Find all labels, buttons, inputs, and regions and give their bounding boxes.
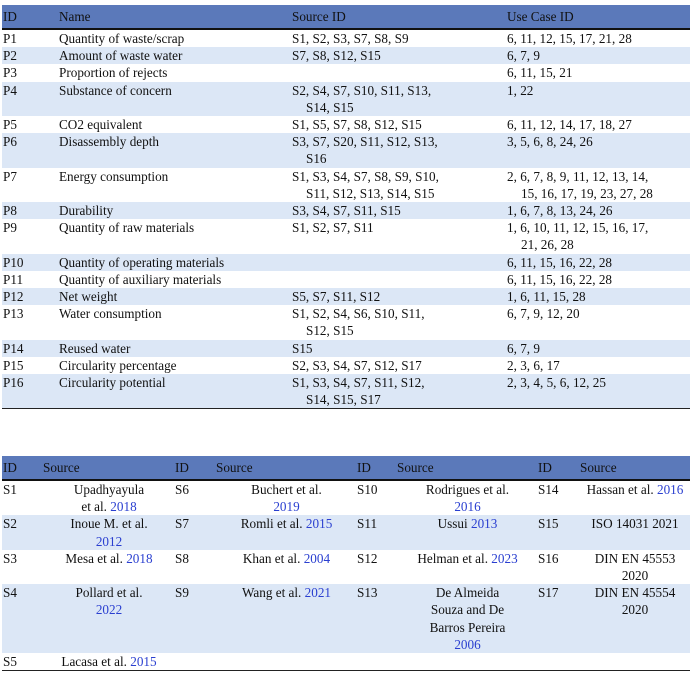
citation-author: Ussui	[437, 516, 468, 532]
param-id-line: P1	[3, 31, 17, 46]
citation-year-link[interactable]: 2004	[303, 550, 331, 566]
source-id: S5	[2, 653, 43, 671]
use-case-ids	[507, 116, 690, 133]
source-citation	[216, 550, 357, 584]
param-id	[2, 340, 59, 357]
source-citation	[43, 515, 175, 549]
header-id: ID	[357, 456, 397, 480]
citation-year-link[interactable]: 2015	[130, 654, 157, 670]
use-case-ids-line: 1, 22	[507, 82, 534, 98]
source-citation	[216, 515, 357, 549]
source-ids	[292, 374, 507, 409]
source-ids	[292, 340, 507, 357]
header-source: Source	[216, 456, 357, 480]
citation-author: Khan et al.	[242, 550, 301, 566]
source-ids	[292, 254, 507, 271]
param-name	[59, 254, 292, 271]
citation-author-line	[580, 601, 690, 618]
param-id-line: P16	[3, 375, 24, 391]
citation-author: Pollard et al.	[75, 585, 143, 601]
param-name	[59, 82, 292, 116]
param-id-line: P11	[3, 271, 24, 287]
source-ids-line: S1, S2, S4, S6, S10, S11,	[292, 306, 425, 322]
table-row	[2, 653, 690, 671]
table-row	[2, 82, 690, 116]
citation-author-line	[580, 567, 690, 584]
source-ids	[292, 29, 507, 47]
table-row	[2, 357, 690, 374]
use-case-ids-line: 6, 7, 9, 12, 20	[507, 306, 580, 322]
param-name-line: Quantity of waste/scrap	[59, 31, 185, 46]
source-ids	[292, 133, 507, 167]
citation-author-line	[216, 515, 357, 532]
param-id	[2, 116, 59, 133]
param-name	[59, 357, 292, 374]
citation-author-line	[397, 550, 538, 567]
citation-author: 2020	[621, 602, 649, 618]
param-id	[2, 305, 59, 339]
source-id: S3	[2, 550, 43, 584]
use-case-ids-line: 21, 26, 28	[521, 237, 574, 253]
citation-year-link[interactable]: 2006	[454, 636, 481, 652]
use-case-ids	[507, 47, 690, 64]
source-ids	[292, 82, 507, 116]
citation-year-link[interactable]: 2013	[470, 516, 498, 532]
table-row	[2, 480, 690, 515]
citation-author-line	[43, 653, 175, 670]
param-id	[2, 82, 59, 116]
table-row	[2, 584, 690, 653]
param-name	[59, 374, 292, 409]
source-citation	[216, 480, 357, 515]
use-case-ids-line: 2, 6, 7, 8, 9, 11, 12, 13, 14,	[507, 168, 649, 184]
param-id	[2, 29, 59, 47]
source-id: S14	[538, 480, 580, 515]
source-id: S10	[357, 480, 397, 515]
param-name-line: CO2 equivalent	[59, 117, 143, 133]
citation-author-line	[43, 584, 175, 601]
param-name-line: Circularity percentage	[59, 357, 177, 373]
source-ids-line: S5, S7, S11, S12	[292, 289, 381, 305]
source-ids	[292, 357, 507, 374]
param-id-line: P8	[3, 203, 17, 219]
use-case-ids	[507, 254, 690, 271]
source-ids-line: S1, S5, S7, S8, S12, S15	[292, 117, 422, 133]
use-case-ids	[507, 133, 690, 167]
source-id	[175, 653, 216, 671]
citation-author: Souza and De	[430, 602, 505, 618]
source-citation	[580, 653, 690, 671]
source-id: S13	[357, 584, 397, 653]
source-ids-line: S2, S4, S7, S10, S11, S13,	[292, 82, 432, 98]
param-name-line: Quantity of auxiliary materials	[59, 271, 222, 287]
use-case-ids-line: 1, 6, 10, 11, 12, 15, 16, 17,	[507, 220, 649, 236]
param-id	[2, 374, 59, 409]
param-name	[59, 305, 292, 339]
use-case-ids-line: 6, 11, 15, 21	[507, 65, 573, 81]
param-name	[59, 168, 292, 202]
citation-author-line	[580, 550, 690, 567]
source-ids-line: S1, S2, S3, S7, S8, S9	[292, 31, 409, 46]
param-id-line: P4	[3, 82, 17, 98]
table-header-row	[2, 456, 690, 480]
citation-year-link[interactable]: 2012	[95, 533, 123, 549]
header-name: Name	[59, 5, 292, 29]
header-source: Source	[397, 456, 538, 480]
table-row	[2, 288, 690, 305]
source-ids-line: S3, S4, S7, S11, S15	[292, 203, 401, 219]
table-row	[2, 202, 690, 219]
source-ids-line: S14, S15, S17	[306, 392, 381, 408]
param-name-line: Circularity potential	[59, 375, 166, 391]
citation-author: Romli et al.	[240, 516, 303, 532]
citation-year-link[interactable]: 2015	[305, 516, 333, 532]
citation-author: Hassan et al.	[586, 482, 654, 497]
citation-author: Rodrigues et al.	[425, 482, 510, 497]
source-ids	[292, 64, 507, 81]
source-ids-line: S3, S7, S20, S11, S12, S13,	[292, 134, 438, 150]
citation-author: Lacasa et al.	[61, 654, 127, 670]
source-id: S15	[538, 515, 580, 549]
param-id	[2, 219, 59, 253]
source-id: S11	[357, 515, 397, 549]
param-name-line: Durability	[59, 203, 114, 219]
param-name-line: Energy consumption	[59, 168, 169, 184]
param-id	[2, 288, 59, 305]
source-citation	[580, 550, 690, 584]
citation-year-link[interactable]: 2018	[126, 550, 153, 566]
param-id-line: P12	[3, 289, 24, 305]
param-name-line: Proportion of rejects	[59, 65, 168, 81]
use-case-ids	[507, 29, 690, 47]
use-case-ids-line: 6, 11, 12, 14, 17, 18, 27	[507, 117, 632, 133]
table-row	[2, 168, 690, 202]
citation-author-line	[397, 481, 538, 498]
source-id: S7	[175, 515, 216, 549]
param-id-line: P15	[3, 357, 24, 373]
source-ids-line: S11, S12, S13, S14, S15	[306, 185, 435, 201]
table-row	[2, 133, 690, 167]
source-citation	[216, 653, 357, 671]
param-name-line: Disassembly depth	[59, 134, 159, 150]
use-case-ids-line: 6, 7, 9	[507, 48, 540, 64]
source-ids	[292, 116, 507, 133]
source-ids	[292, 202, 507, 219]
table-row	[2, 374, 690, 409]
use-case-ids	[507, 374, 690, 409]
use-case-ids	[507, 288, 690, 305]
header-id: ID	[2, 5, 59, 29]
use-case-ids	[507, 168, 690, 202]
source-id	[357, 653, 397, 671]
param-name-line: Amount of waste water	[59, 48, 183, 64]
source-ids	[292, 168, 507, 202]
param-id	[2, 202, 59, 219]
source-citation	[397, 515, 538, 549]
citation-year-link[interactable]: 2021	[304, 585, 332, 601]
citation-author-line	[216, 550, 357, 567]
param-name	[59, 288, 292, 305]
citation-author: Buchert et al.	[251, 482, 322, 497]
source-ids-line: S1, S3, S4, S7, S11, S12,	[292, 375, 425, 391]
param-id-line: P10	[3, 254, 24, 270]
citation-author-line	[580, 515, 690, 532]
source-citation	[43, 480, 175, 515]
source-ids-line: S12, S15	[306, 323, 354, 339]
use-case-ids	[507, 202, 690, 219]
use-case-ids	[507, 64, 690, 81]
use-case-ids-line: 1, 6, 11, 15, 28	[507, 289, 586, 305]
param-id	[2, 271, 59, 288]
param-name	[59, 340, 292, 357]
source-citation	[43, 550, 175, 584]
source-id: S9	[175, 584, 216, 653]
param-id	[2, 133, 59, 167]
citation-author: Inoue M. et al.	[70, 516, 148, 532]
param-id	[2, 254, 59, 271]
citation-author-line	[397, 515, 538, 532]
citation-author-line	[580, 584, 690, 601]
source-id: S2	[2, 515, 43, 549]
table-row	[2, 515, 690, 549]
citation-author: De Almeida	[435, 585, 500, 601]
param-name-line: Reused water	[59, 340, 131, 356]
citation-year-link[interactable]: 2018	[110, 499, 137, 515]
param-name-line: Net weight	[59, 289, 118, 305]
source-citation	[580, 584, 690, 653]
table-row	[2, 550, 690, 584]
source-id: S1	[2, 480, 43, 515]
source-id: S8	[175, 550, 216, 584]
source-ids-line: S15	[292, 340, 313, 356]
param-name	[59, 219, 292, 253]
use-case-ids	[507, 340, 690, 357]
header-source: Source	[580, 456, 690, 480]
use-case-ids-line: 15, 16, 17, 19, 23, 27, 28	[521, 185, 653, 201]
param-id-line: P3	[3, 65, 17, 81]
citation-year-link[interactable]: 2023	[491, 550, 518, 566]
param-id-line: P9	[3, 220, 17, 236]
citation-year-link[interactable]: 2016	[656, 482, 684, 497]
sources-table	[2, 456, 690, 671]
use-case-ids	[507, 357, 690, 374]
source-id: S6	[175, 480, 216, 515]
param-id-line: P7	[3, 168, 17, 184]
use-case-ids-line: 6, 7, 9	[507, 340, 540, 356]
parameters-table	[2, 5, 690, 409]
param-id	[2, 168, 59, 202]
source-ids-line: S1, S2, S7, S11	[292, 220, 374, 236]
table-row	[2, 340, 690, 357]
source-ids	[292, 47, 507, 64]
param-id	[2, 64, 59, 81]
citation-author: Barros Pereira	[429, 619, 506, 635]
citation-author-line	[43, 481, 175, 498]
param-id-line: P13	[3, 306, 24, 322]
use-case-ids	[507, 305, 690, 339]
table-row	[2, 305, 690, 339]
source-ids	[292, 219, 507, 253]
citation-author: Helman et al.	[417, 550, 488, 566]
source-ids-line: S16	[306, 151, 327, 167]
citation-author-line	[43, 498, 175, 515]
source-ids	[292, 288, 507, 305]
table-row	[2, 219, 690, 253]
source-citation	[580, 515, 690, 549]
citation-author-line	[397, 601, 538, 618]
table-header-row	[2, 5, 690, 29]
citation-year-link[interactable]: 2022	[95, 602, 123, 618]
param-name-line: Quantity of operating materials	[59, 254, 225, 270]
citation-author: Upadhyayula	[73, 482, 145, 497]
param-name-line: Substance of concern	[59, 82, 172, 98]
param-name	[59, 47, 292, 64]
param-name	[59, 202, 292, 219]
header-id: ID	[538, 456, 580, 480]
param-id	[2, 357, 59, 374]
param-id-line: P6	[3, 134, 17, 150]
use-case-ids-line: 6, 11, 15, 16, 22, 28	[507, 271, 613, 287]
source-ids-line: S7, S8, S12, S15	[292, 48, 381, 64]
citation-author-line	[43, 550, 175, 567]
use-case-ids	[507, 271, 690, 288]
source-id: S17	[538, 584, 580, 653]
use-case-ids-line: 6, 11, 12, 15, 17, 21, 28	[507, 31, 632, 46]
source-id: S12	[357, 550, 397, 584]
param-name	[59, 116, 292, 133]
source-citation	[580, 480, 690, 515]
citation-author-line	[397, 584, 538, 601]
use-case-ids-line: 1, 6, 7, 8, 13, 24, 26	[507, 203, 613, 219]
use-case-ids	[507, 82, 690, 116]
citation-year-link[interactable]: 2019	[273, 499, 300, 515]
param-id-line: P14	[3, 340, 24, 356]
source-id	[538, 653, 580, 671]
citation-author-line	[580, 481, 690, 498]
header-source: Source	[43, 456, 175, 480]
citation-author: et al.	[81, 499, 107, 515]
header-source-id: Source ID	[292, 5, 507, 29]
source-citation	[43, 584, 175, 653]
source-ids	[292, 271, 507, 288]
citation-author: 2020	[621, 568, 649, 584]
source-citation	[397, 480, 538, 515]
citation-author-line	[216, 481, 357, 498]
param-name	[59, 271, 292, 288]
citation-author: DIN EN 45553	[594, 550, 676, 566]
table-row	[2, 254, 690, 271]
table-row	[2, 271, 690, 288]
citation-author: DIN EN 45554	[594, 585, 676, 601]
source-ids-line: S2, S3, S4, S7, S12, S17	[292, 357, 422, 373]
param-name	[59, 133, 292, 167]
header-use-case-id: Use Case ID	[507, 5, 690, 29]
citation-author-line	[397, 619, 538, 636]
source-citation	[216, 584, 357, 653]
param-id-line: P2	[3, 48, 17, 64]
source-id: S4	[2, 584, 43, 653]
table-row	[2, 47, 690, 64]
table-row	[2, 64, 690, 81]
table-row	[2, 29, 690, 47]
param-name-line: Water consumption	[59, 306, 162, 322]
citation-year-link[interactable]: 2016	[454, 499, 481, 515]
use-case-ids-line: 2, 3, 6, 17	[507, 357, 560, 373]
source-ids	[292, 305, 507, 339]
param-name	[59, 64, 292, 81]
citation-author: Wang et al.	[241, 585, 302, 601]
param-name	[59, 29, 292, 47]
source-citation	[397, 584, 538, 653]
citation-author: ISO 14031 2021	[591, 516, 679, 532]
use-case-ids-line: 6, 11, 15, 16, 22, 28	[507, 254, 613, 270]
source-citation	[397, 550, 538, 584]
citation-author: Mesa et al.	[65, 550, 123, 566]
use-case-ids-line: 2, 3, 4, 5, 6, 12, 25	[507, 375, 606, 391]
source-citation	[43, 653, 175, 671]
table-row	[2, 116, 690, 133]
source-id: S16	[538, 550, 580, 584]
use-case-ids-line: 3, 5, 6, 8, 24, 26	[507, 134, 593, 150]
use-case-ids	[507, 219, 690, 253]
citation-author-line	[216, 584, 357, 601]
param-name-line: Quantity of raw materials	[59, 220, 195, 236]
source-ids-line: S1, S3, S4, S7, S8, S9, S10,	[292, 168, 439, 184]
param-id-line: P5	[3, 117, 17, 133]
header-id: ID	[175, 456, 216, 480]
header-id: ID	[2, 456, 43, 480]
param-id	[2, 47, 59, 64]
source-ids-line: S14, S15	[306, 99, 354, 115]
source-citation	[397, 653, 538, 671]
citation-author-line	[43, 515, 175, 532]
